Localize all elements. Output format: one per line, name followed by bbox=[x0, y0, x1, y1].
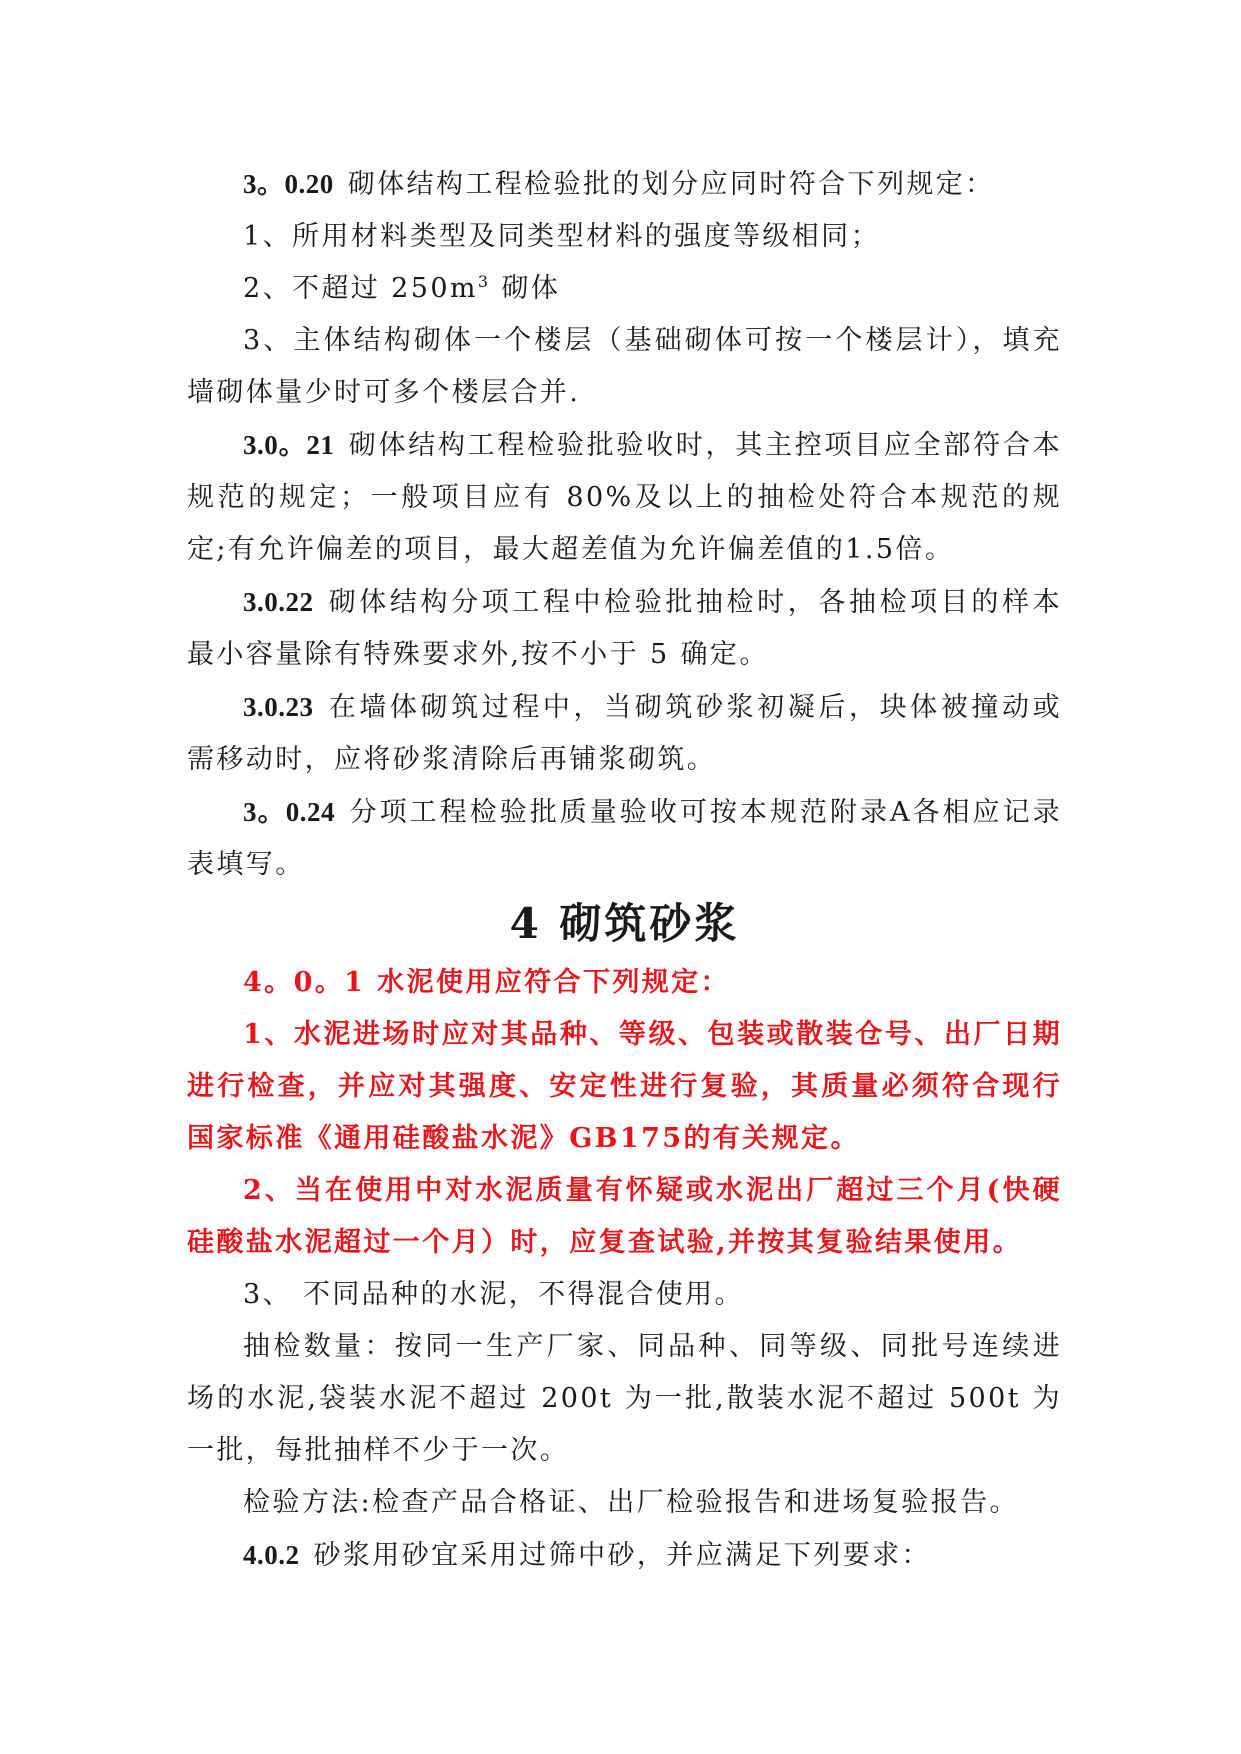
superscript-3: 3 bbox=[477, 272, 491, 291]
list-item-3: 3、主体结构砌体一个楼层（基础砌体可按一个楼层计），填充墙砌体量少时可多个楼层合并. bbox=[187, 325, 1062, 408]
clause-number: 3。0.24 bbox=[243, 797, 335, 827]
clause-4-0-1: 4。0。1 水泥使用应符合下列规定： bbox=[243, 967, 730, 998]
clause-number: 3.0.22 bbox=[243, 587, 314, 617]
clause-text: 在墙体砌筑过程中，当砌筑砂浆初凝后，块体被撞动或需移动时，应将砂浆清除后再铺浆砌筑。 bbox=[187, 692, 1062, 775]
clause-number: 3。0.20 bbox=[243, 169, 334, 199]
cement-requirement-3: 3、 不同品种的水泥，不得混合使用。 bbox=[243, 1279, 744, 1310]
list-item-1: 1、所用材料类型及同类型材料的强度等级相同； bbox=[243, 221, 880, 252]
cement-requirement-1: 1、水泥进场时应对其品种、等级、包装或散装仓号、出厂日期进行检查，并应对其强度、安定性进行复验，其质量必须符合现行国家标准《通用硅酸盐水泥》GB175的有关规定。 bbox=[187, 1019, 1062, 1154]
document-page bbox=[187, 158, 1062, 1582]
section-heading: 4 砌筑砂浆 bbox=[509, 899, 740, 948]
clause-text: 砂浆用砂宜采用过筛中砂，并应满足下列要求： bbox=[313, 1540, 931, 1571]
list-item-2-text: 2、不超过 250m bbox=[243, 273, 478, 304]
clause-3-0-23 bbox=[187, 681, 1062, 786]
clause-number: 3.0。21 bbox=[243, 430, 335, 460]
clause-text: 砌体结构工程检验批验收时，其主控项目应全部符合本规范的规定；一般项目应有 80%及以上的抽检处符合本规范的规定;有允许偏差的项目，最大超差值为允许偏差值的1.5倍。 bbox=[187, 430, 1062, 565]
clause-text: 砌体结构分项工程中检验批抽检时，各抽检项目的样本最小容量除有特殊要求外,按不小于 5 确定。 bbox=[187, 587, 1062, 670]
clause-3-0-21 bbox=[187, 419, 1062, 576]
inspection-method: 检验方法:检查产品合格证、出厂检验报告和进场复验报告。 bbox=[243, 1487, 1019, 1518]
clause-4-0-2 bbox=[187, 1529, 1062, 1582]
clause-text: 分项工程检验批质量验收可按本规范附录A各相应记录表填写。 bbox=[187, 797, 1062, 880]
cement-requirement-2: 2、当在使用中对水泥质量有怀疑或水泥出厂超过三个月(快硬硅酸盐水泥超过一个月）时，应复查试验,并按其复验结果使用。 bbox=[187, 1175, 1062, 1258]
clause-number: 4.0.2 bbox=[243, 1540, 300, 1570]
clause-3-0-22 bbox=[187, 576, 1062, 681]
clause-number: 3.0.23 bbox=[243, 692, 314, 722]
list-item-2 bbox=[187, 263, 1062, 315]
clause-3-0-24 bbox=[187, 786, 1062, 891]
clause-3-0-20 bbox=[187, 158, 1062, 211]
sampling-quantity: 抽检数量：按同一生产厂家、同品种、同等级、同批号连续进场的水泥,袋装水泥不超过 200t 为一批,散装水泥不超过 500t 为一批，每批抽样不少于一次。 bbox=[187, 1331, 1062, 1466]
list-item-2-suffix: 砌体 bbox=[490, 273, 561, 304]
clause-text: 砌体结构工程检验批的划分应同时符合下列规定： bbox=[347, 169, 995, 200]
